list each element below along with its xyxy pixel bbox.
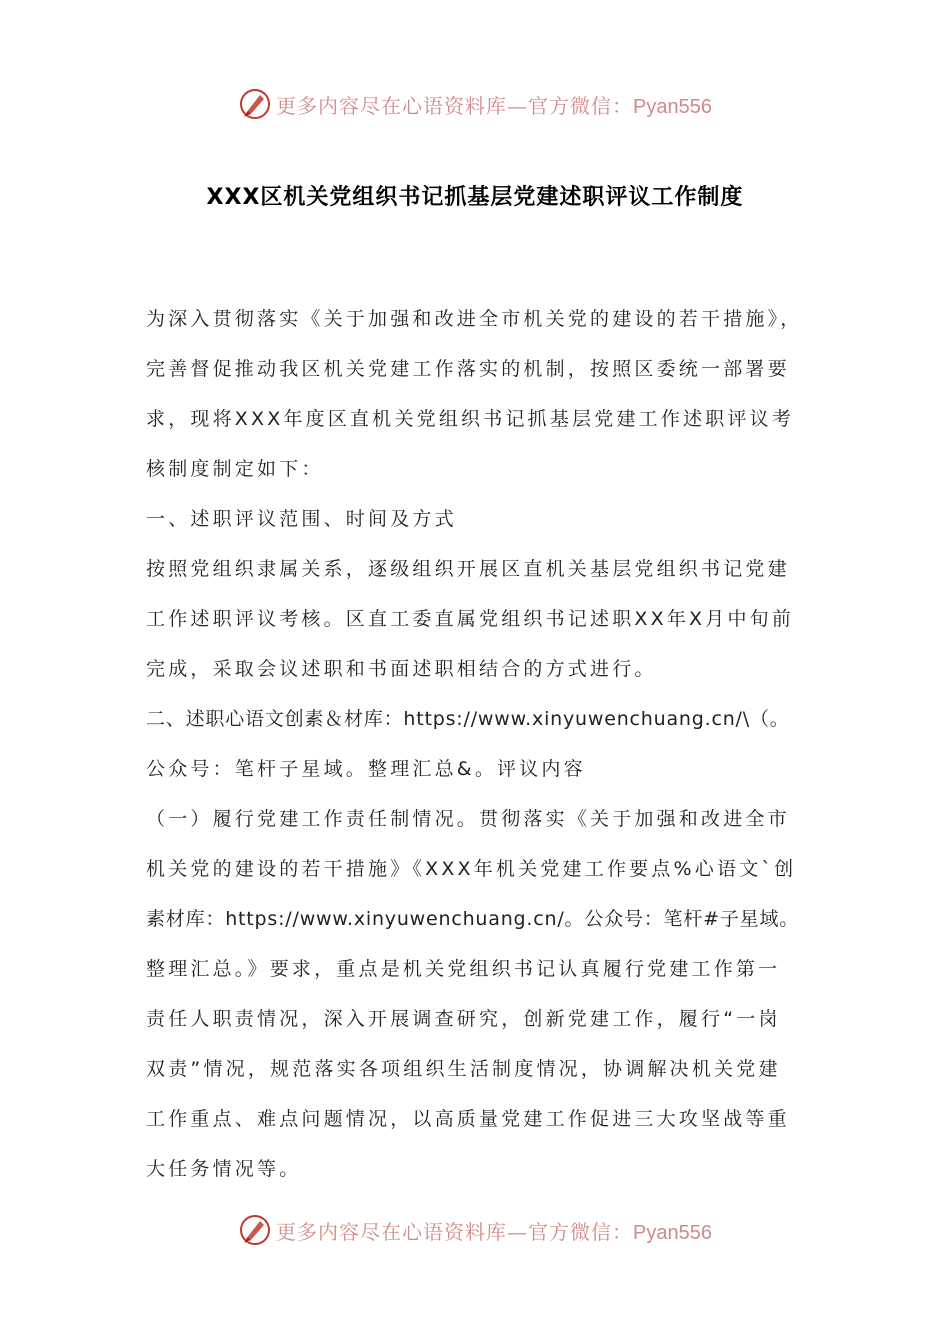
- body-line: 素材库：https://www.xinyuwenchuang.cn/。公众号：笔杆#子星域。: [146, 908, 800, 930]
- body-line: 核制度制定如下：: [146, 458, 324, 480]
- body-line: 完善督促推动我区机关党建工作落实的机制，按照区委统一部署要: [146, 358, 790, 380]
- body-line: 大任务情况等。: [146, 1158, 302, 1180]
- body-line: 为深入贯彻落实《关于加强和改进全市机关党的建设的若干措施》，: [146, 308, 803, 330]
- body-line: 责任人职责情况，深入开展调查研究，创新党建工作，履行“一岗: [146, 1008, 781, 1030]
- body-line: 求，现将XXX年度区直机关党组织书记抓基层党建工作述职评议考: [146, 408, 795, 430]
- body-line: 按照党组织隶属关系，逐级组织开展区直机关基层党组织书记党建: [146, 558, 790, 580]
- header-wechat-id: Pyan556: [633, 95, 712, 118]
- body-line: 工作述职评议考核。区直工委直属党组织书记述职XX年X月中旬前: [146, 608, 795, 630]
- body-line: （一）履行党建工作责任制情况。贯彻落实《关于加强和改进全市: [146, 808, 790, 830]
- body-line: 整理汇总。》要求，重点是机关党组织书记认真履行党建工作第一: [146, 958, 781, 980]
- body-line: 公众号：笔杆子星域。整理汇总&。评议内容: [146, 758, 586, 780]
- document-body: [146, 301, 808, 1201]
- footer-banner: [0, 1210, 950, 1250]
- footer-banner-text: 更多内容尽在心语资料库—官方微信：Pyan556: [276, 1219, 712, 1244]
- section-heading: 一、述职评议范围、时间及方式: [146, 508, 457, 530]
- pen-nib-logo-icon: [238, 1213, 272, 1247]
- header-banner: [0, 84, 950, 124]
- pen-nib-logo-icon: [238, 87, 272, 121]
- body-line: 完成，采取会议述职和书面述职相结合的方式进行。: [146, 658, 657, 680]
- header-banner-text: 更多内容尽在心语资料库—官方微信：Pyan556: [276, 93, 712, 118]
- footer-wechat-id: Pyan556: [633, 1221, 712, 1244]
- document-title: XXX区机关党组织书记抓基层党建述职评议工作制度: [206, 185, 744, 210]
- section-heading: 二、述职心语文创素＆材库：https://www.xinyuwenchuang.cn/\（。: [146, 708, 790, 730]
- body-line: 工作重点、难点问题情况，以高质量党建工作促进三大攻坚战等重: [146, 1108, 790, 1130]
- body-line: 机关党的建设的若干措施》《XXX年机关党建工作要点%心语文`创: [146, 858, 797, 880]
- body-line: 双责”情况，规范落实各项组织生活制度情况，协调解决机关党建: [146, 1058, 781, 1080]
